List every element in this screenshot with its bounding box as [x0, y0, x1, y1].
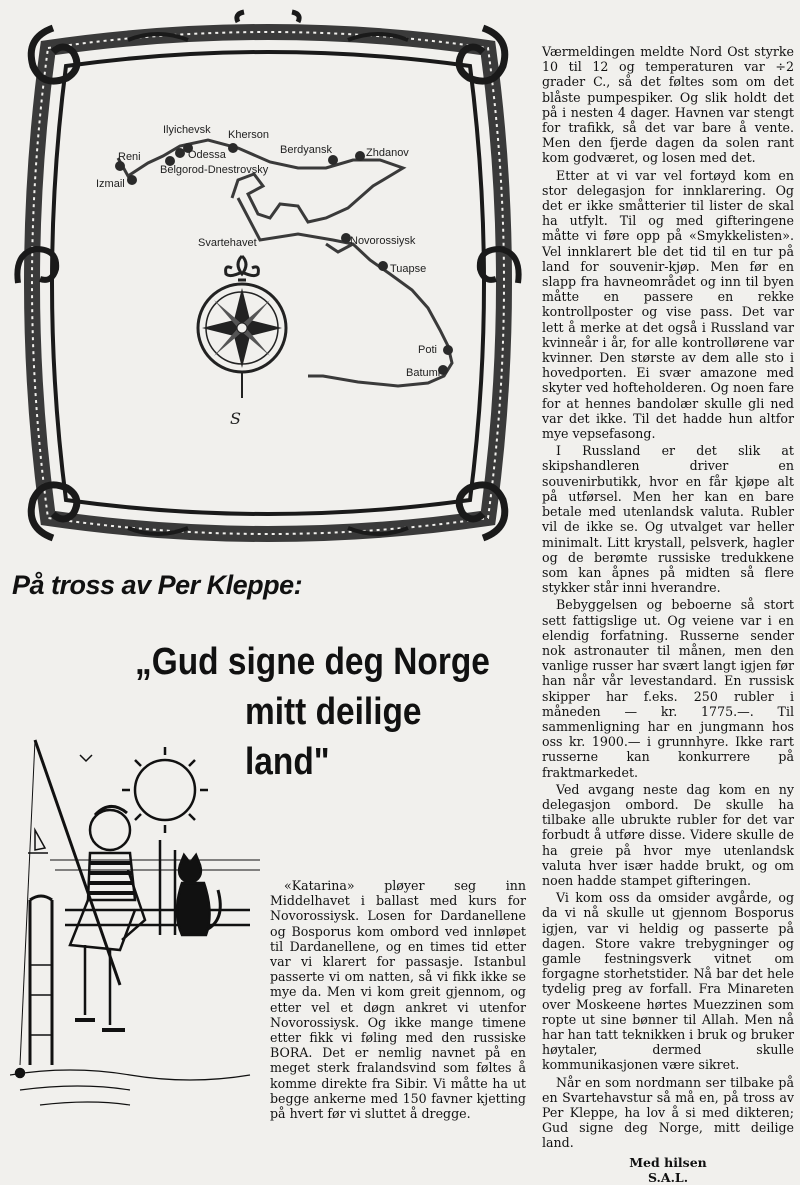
- article-paragraph: Når en som nordmann ser tilbake på en Svartehavstur så må en, på tross av Per Kleppe, ha lov å si med dikteren; Gud signe deg Norge, mitt deilige land.: [542, 1074, 794, 1151]
- article-paragraph: Etter at vi var vel fortøyd kom en stor delegasjon for innklarering. Og det er ikke småtterier til lister de skal ha utfylt. Til og med gifteringene måtte vi føre opp på «Smykkelisten». Vel innklarert ble det tid til en tur på land for souvenir-kjøp. Men før en slapp fra havneområdet og inn til byen måtte en passere en rekke kontrollposter og vise pass. Det var lett å merke at det også i Russland var kvinneår i år, for alle kontrollørene var kvinner. Den største av dem alle sto i hovedporten. Ei svær amazone med skyter ved hofteholderen. Og noen fare for at hennes bandolær skulle gli ned var det ikke. Til det hadde hun altfor mye vepsefasong.: [542, 167, 794, 442]
- ornamental-scroll-frame: [17, 12, 518, 538]
- headline-line-2: mitt deilige: [245, 691, 422, 733]
- city-label: Novorossiysk: [350, 235, 416, 247]
- map-illustration: [8, 8, 528, 558]
- city-label: Berdyansk: [280, 144, 332, 156]
- port-dot: [328, 155, 338, 165]
- port-dot: [378, 261, 388, 271]
- sea-label: Svartehavet: [198, 237, 257, 249]
- article-paragraph: Vi kom oss da omsider avgårde, og da vi nå skulle ut gjennom Bosporus igjen, var vi heldig og passerte på dagen. Store vakre trebygninger og gamle festningsverk vitnet om forgagne storhetstider. Nå bar det hele tydelig preg av forfall. Fra Minareten over Moskeene hørtes Muezzinen som ropte ut sine bønner til Allah. Men nå har han tatt teknikken i bruk og bruker høytaler, dermed skulle kommunikasjonen være sikret.: [542, 890, 794, 1073]
- article-intro: «Katarina» pløyer seg inn Middelhavet i ballast med kurs for Novorossiysk. Losen for Dardanellene og Bosporus kom ombord ved innløpet til Dardanellene, og en times tid etter var vi klarert for passasje. Istanbul passerte vi om natten, så vi fikk ikke se mye da. Men vi kom greit gjennom, og etter vel et døgn ankret vi utenfor Novorossiysk. Og ikke mange timene etter fikk vi føling med den russiske BORA. Det er nemlig navnet på en meget sterk fralandsvind som føltes å komme direkte fra Sibir. Vi måtte ha ut begge ankerne med 150 favner kjetting på hvert før vi sluttet å dregge.: [270, 878, 526, 1122]
- port-dot: [355, 151, 365, 161]
- cat-icon: [177, 855, 220, 935]
- article-paragraph: Værmeldingen meldte Nord Ost styrke 10 til 12 og temperaturen var ÷2 grader C., så det føltes som om det blåste pumpespiker. Og slik holdt det på i nesten 4 dager. Havnen var stengt for trafikk, så det var bare å vente. Men den fjerde dagen da solen rant kom godværet, og losen med det.: [542, 44, 794, 166]
- city-label: Ilyichevsk: [163, 124, 211, 136]
- dock: [30, 840, 250, 1065]
- city-label: Poti: [418, 344, 437, 356]
- port-dot: [443, 345, 453, 355]
- boy-fishing-illustration: [10, 735, 265, 1120]
- city-label: Tuapse: [390, 263, 427, 275]
- signoff-greeting: Med hilsen: [629, 1154, 707, 1170]
- city-label: Zhdanov: [366, 147, 409, 159]
- fishing-line: [20, 740, 35, 1065]
- article-main-column: [542, 44, 794, 1185]
- city-label: Batumi: [406, 367, 441, 379]
- city-label: Belgorod-Dnestrovsky: [160, 164, 269, 176]
- article-intro-column: [270, 878, 526, 1123]
- headline-line-1: „Gud signe deg Norge: [135, 641, 490, 683]
- fleur-de-lis-icon: [226, 256, 259, 280]
- fishing-float: [16, 1069, 24, 1077]
- article-paragraph: Ved avgang neste dag kom en ny delegasjon ombord. De skulle ha tilbake alle ubrukte rubler for det var forbudt å utføre disse. Videre skulle de ha greie på hvor mye utenlandsk valuta hver især hadde brukt, og om noen hadde stampet gifteringen.: [542, 781, 794, 888]
- city-label: Kherson: [228, 129, 269, 141]
- black-sea-map: [8, 8, 528, 558]
- boy-figure: [70, 806, 145, 1030]
- boy-fishing-drawing: [10, 735, 265, 1120]
- compass-rose: [198, 256, 286, 428]
- headline-line-3: land": [245, 741, 330, 783]
- signoff-author: S.A.L.: [647, 1169, 689, 1185]
- city-label: Odessa: [188, 149, 226, 161]
- port-dot: [228, 143, 238, 153]
- port-dot: [127, 175, 137, 185]
- sun-icon: [122, 747, 208, 833]
- water-ripples: [10, 1070, 250, 1105]
- signoff: [542, 1155, 794, 1185]
- article-paragraph: Bebyggelsen og beboerne så stort sett fattigslige ut. Og veiene var i en elendig forfatning. Russerne sender nok astronauter til månen, men den vanlige russer har svært langt igjen før han når vår levestandard. En russisk skipper har f.eks. 250 rubler i måneden — kr. 1775.—. Til sammenligning har en jungmann hos oss kr. 1900.— i grunnhyre. Ikke rart russerne kan konkurrere på fraktmarkedet.: [542, 597, 794, 780]
- city-label: Izmail: [96, 178, 125, 190]
- city-label: Reni: [118, 151, 141, 163]
- article-paragraph: I Russland er det slik at skipshandleren driver en souvenirbutikk, hvor en får kjøpe alt på utførsel. Men her kan en bare betale med utenlandsk valuta. Rubler vil de ikke se. Og utvalget var heller minimalt. Litt krystall, pelsverk, hagler og de berømte russiske tredukkene som kan åpnes på midten så flere stykker står inni hverandre.: [542, 443, 794, 596]
- article-kicker: På tross av Per Kleppe:: [12, 570, 303, 600]
- compass-letter: S: [230, 409, 241, 428]
- bird-icon: [80, 755, 92, 761]
- horizon: [50, 860, 260, 870]
